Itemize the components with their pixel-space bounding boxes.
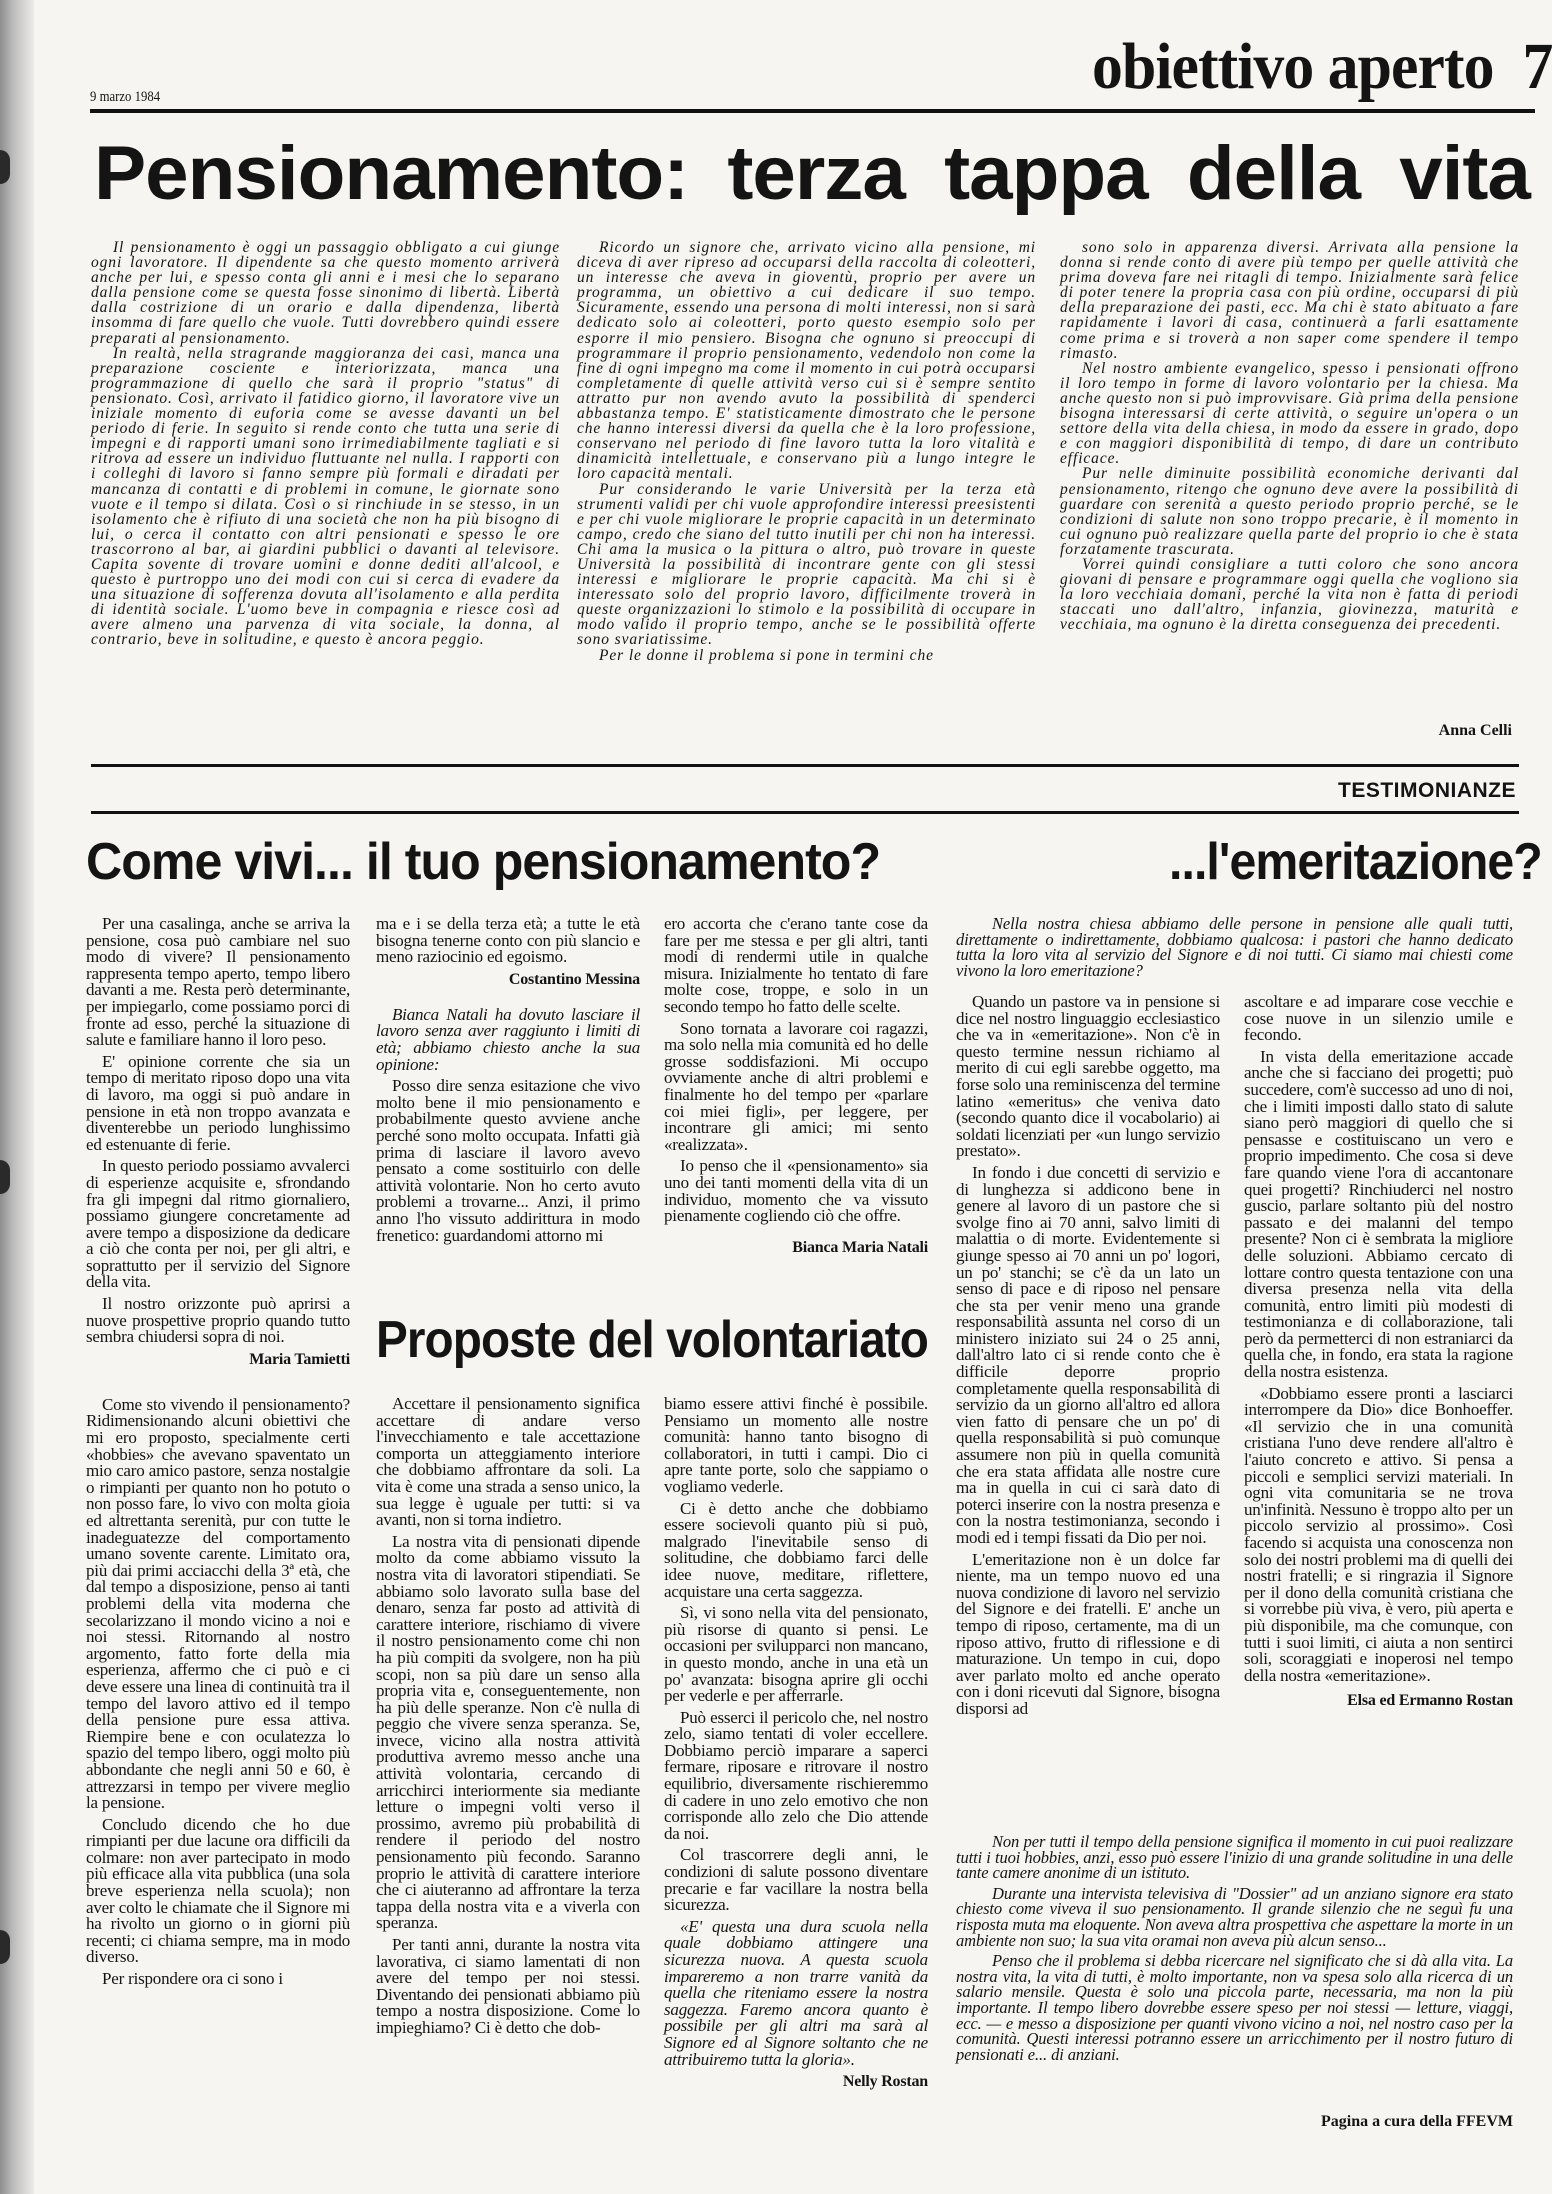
masthead-title bbox=[1092, 30, 1552, 103]
paragraph: In vista della emeritazione accade anche che si facciano dei progetti; può succedere, com'è successo ad uno di noi, che i limiti imposti dallo stato di salute siano però maggiori di quello che si pensasse e costituiscano un vero e proprio impedimento. Che cosa si deve fare quando viene l'ora di accantonare quei progetti? Rinchiuderci nel nostro guscio, parlare soltanto più del nostro passato e dei malanni del tempo presente? Non ci è sembrata la migliore delle soluzioni. Abbiamo cercato di lottare contro questa tentazione con una diversa presenza nella vita della comunità, entro limiti più modesti di testimonianza e di collaborazione, tali però da permetterci di non estraniarci da quella che, in fondo, era stata la ragione della nostra esistenza. bbox=[1244, 1046, 1513, 1382]
paragraph: Il nostro orizzonte può aprirsi a nuove prospettive proprio quando tutto sembra chiudersi sopra di noi. bbox=[86, 1294, 350, 1347]
paragraph: Quando un pastore va in pensione si dice nel nostro linguaggio ecclesiastico che va in «emeritazione». Non c'è in questo termine nessun richiamo al merito di cui egli sarebbe oggetto, ma forse solo una reminiscenza del termine latino «emeritus» che veniva dato (secondo quanto dice il vocabolario) ai soldati licenziati per «un lungo servizio prestato». bbox=[956, 992, 1220, 1161]
main-article-column-2 bbox=[577, 240, 1036, 663]
paragraph: Sono tornata a lavorare coi ragazzi, ma solo nella mia comunità ed ho delle grosse soddisfazioni. Mi occupo ovviamente anche di altri problemi e finalmente ho del tempo per «parlare coi miei figli», per leggere, per incontrare gli amici; mi sento «realizzata». bbox=[664, 1018, 928, 1154]
section-rule-top bbox=[91, 764, 1519, 767]
quote: «E' questa una dura scuola nella quale dobbiamo attingere una sicurezza nuova. A questa scuola impareremo a non trarre vanità da quella che riteniamo essere la nostra saggezza. Faremo ancora quanto è possibile per gli altri ma sarà al Signore ed al Signore soltanto che ne attribuiremo tutta la gloria». bbox=[664, 1916, 928, 2069]
paragraph: E' opinione corrente che sia un tempo di meritato riposo dopo una vita di lavoro, ma oggi si può andare in pensione in età non troppo avanzata e diventerebbe un periodo lunghissimo ed estenuante di ferie. bbox=[86, 1051, 350, 1154]
testimony-column-2 bbox=[376, 916, 640, 1249]
paragraph: Ci è detto anche che dobbiamo essere socievoli quanto più si può, malgrado l'inevitabile senso di solitudine, che dobbiamo farci delle idee nuove, meditare, riflettere, acquistare una certa saggezza. bbox=[664, 1498, 928, 1601]
main-article-column-3 bbox=[1060, 240, 1519, 632]
section-rule-bottom bbox=[91, 811, 1519, 814]
paragraph: Per le donne il problema si pone in termini che bbox=[599, 646, 934, 664]
paragraph: sono solo in apparenza diversi. Arrivata alla pensione la donna si rende conto di avere più tempo per quelle attività che prima doveva fare nei ritagli di tempo. Inizialmente sarà felice di poter tenere la propria casa con più ordine, occuparsi di più della preparazione dei pasti, ecc. Ma chi è stato abituato a fare rapidamente i lavori di casa, continuerà a farli esattamente come prima e si troverà a non saper come spendere il tempo rimasto. bbox=[1060, 239, 1519, 362]
paragraph: Pur considerando le varie Università per la terza età strumenti validi per chi vuole approfondire interessi preesistenti e per chi vuole migliorare le proprie capacità in un determinato campo, credo che siano del tutto inutili per chi non ha interessi. Chi ama la musica o la pittura o altro, può trovare in queste Università la possibilità di incontrare gente con gli stessi interessi e migliorare le proprie capacità. Ma chi si è interessato solo del proprio lavoro, difficilmente troverà in queste organizzazioni lo stimolo e la possibilità di occupare in modo valido il proprio tempo, anche se le possibilità offerte sono svariatissime. bbox=[577, 480, 1036, 649]
paragraph: Come sto vivendo il pensionamento? Ridimensionando alcuni obiettivi che mi ero proposto, specialmente certi «hobbies» che avevano spaventato un mio caro amico pastore, senza nostalgie o rimpianti per quanto non ho potuto o non posso fare, lo vivo con molta gioia ed altrettanta serenità, pur con tutte le inadeguatezze del comportamento umano sovente carente. Limitato ora, più dai primi acciacchi della 3ª età, che dal tempo a disposizione, penso ai tanti problemi della vita moderna che secolarizzano il mondo vicino a noi e noi stessi. Ritornando al nostro argomento, fatto forte della mia esperienza, affermo che ci può e ci deve essere una linea di continuità tra il tempo del lavoro attivo ed il tempo della pensione pure essa attiva. Riempire bene e con oculatezza lo spazio del tempo libero, oggi molto più abbondante che negli anni 50 e 60, è attrezzarsi in tempo per vivere meglio la pensione. bbox=[86, 1394, 350, 1813]
left-title: Come vivi... il tuo pensionamento? bbox=[86, 833, 881, 891]
paragraph: «Dobbiamo essere pronti a lasciarci interrompere da Dio» dice Bonhoeffer. «Il servizio che in una comunità cristiana l'uno deve rendere all'altro è l'aiuto concreto e attivo. Si pensa a piccoli e semplici servizi materiali. In ogni vita comunitaria se ne trova un'infinità. Nessuno è troppo alto per un piccolo servizio al prossimo». Così facendo si acquista una conoscenza non solo dei nostri problemi ma di quelli dei nostri fratelli; e si ringrazia il Signore per il dono della comunità cristiana che si vorrebbe più viva, è vero, più aperta e più disponibile, ma che comunque, con tutti i suoi limiti, ci aiuta a non sentirci soli, scoraggiati e inoperosi nel tempo della nostra «emeritazione». bbox=[1244, 1383, 1513, 1685]
emeritazione-column-2 bbox=[1244, 994, 1513, 1710]
paragraph: Sì, vi sono nella vita del pensionato, più risorse di quanto si pensi. Le occasioni per svilupparci non mancano, in questo mondo, anche in una età un po' avanzata: bisogna aprire gli occhi per vederle e per afferrarle. bbox=[664, 1603, 928, 1706]
paragraph: Posso dire senza esitazione che vivo molto bene il mio pensionamento e probabilmente questo avviene anche perché sono molto occupata. Infatti già prima di lasciare il lavoro avevo pensato a come sostituirlo con delle attività volontarie. Non ho certo avuto problemi a trovarne... Anzi, il primo anno l'ho vissuto addirittura in modo frenetico: guardandomi attorno mi bbox=[376, 1076, 640, 1245]
scan-edge bbox=[0, 0, 34, 2194]
paragraph: Durante una intervista televisiva di "Dossier" ad un anziano signore era stato chiesto come viveva il suo pensionamento. Il grande silenzio che ne seguì fu una risposta muta ma eloquente. Non aveva altra prospettiva che aspettare la morte in un ambiente non suo; la sua vita oramai non aveva più alcun senso... bbox=[956, 1883, 1513, 1950]
paragraph: Per una casalinga, anche se arriva la pensione, cosa può cambiare nel suo modo di vivere? Il pensionamento rappresenta tempo aperto, tempo libero davanti a me. Resta però determinante, per impiegarlo, come possiamo porci di fronte ad esso, perché la situazione di salute e familiare hanno il loro peso. bbox=[86, 914, 350, 1050]
emeritazione-intro bbox=[956, 916, 1513, 983]
paragraph: biamo essere attivi finché è possibile. Pensiamo un momento alle nostre comunità: hanno tanto bisogno di collaboratori, in tutti i campi. Dio ci apre tante porte, solo che sappiamo o vogliamo vederle. bbox=[664, 1394, 928, 1496]
testimony-column-3 bbox=[664, 916, 928, 1257]
right-title-box bbox=[1140, 833, 1542, 891]
volontariato-title: Proposte del volontariato bbox=[376, 1311, 928, 1369]
header-rule bbox=[90, 109, 1535, 113]
paragraph: Per rispondere ora ci sono i bbox=[102, 1969, 283, 1989]
paragraph: ascoltare e ad imparare cose vecchie e cose nuove in un silenzio umile e fecondo. bbox=[1244, 992, 1513, 1045]
binding-hole bbox=[0, 1160, 10, 1194]
issue-date: 9 marzo 1984 bbox=[90, 89, 161, 105]
right-title: ...l'emeritazione? bbox=[1168, 833, 1542, 891]
emeritazione-closing bbox=[956, 1834, 1513, 2067]
volontariato-column-2 bbox=[664, 1396, 928, 2091]
section-label: TESTIMONIANZE bbox=[1338, 779, 1516, 802]
paragraph: Nel nostro ambiente evangelico, spesso i pensionati offrono il loro tempo in forme di lavoro volontario per la chiesa. Ma anche questo non si può improvvisare. Già prima della pensione bisogna interessarsi di certe attività, o seguire un'opera o un settore della vita della chiesa, in modo da essere in grado, dopo e con maggiori disponibilità di tempo, di dare un contributo efficace. bbox=[1060, 359, 1519, 468]
emeritazione-column-1 bbox=[956, 994, 1220, 1723]
author-signature: Elsa ed Ermanno Rostan bbox=[1347, 1692, 1513, 1710]
paragraph: In fondo i due concetti di servizio e di lunghezza si addicono bene in genere al lavoro di un pastore che si svolge fino ai 70 anni, salvo limiti di malattia o di morte. Evidentemente si giunge spesso ai 70 anni un po' logori, un po' stanchi; se c'è da un lato un senso di pace e di riposo nel pensare che sta per venir meno una grande responsabilità assunta nel corso di un ministero iniziato sui 24 o 25 anni, dall'altro lato ci si rende conto che è difficile deporre proprio completamente quella responsabilità di servizio da un giorno all'altro ed allora vien fatto di pensare che un po' di quella responsabilità si può comunque assumere non più in quella comunità che era stata affidata alle nostre cure ma in quella in cui ci sarà dato di poterci inserire con la nostra presenza e con la nostra testimonianza, secondo i modi ed i tempi fissati da Dio per noi. bbox=[956, 1162, 1220, 1547]
paragraph: Non per tutti il tempo della pensione significa il momento in cui puoi realizzare tutti i tuoi hobbies, anzi, esso può essere l'inizio di una grande solitudine in una delle tante camere anonime di un istituto. bbox=[956, 1832, 1513, 1883]
author-signature: Nelly Rostan bbox=[842, 2073, 928, 2091]
paragraph: Per tanti anni, durante la nostra vita lavorativa, ci siamo lamentati di non avere del tempo per noi stessi. Diventando dei pensionati abbiamo più tempo a nostra disposizione. Come lo impieghiamo? Ci è detto che dob- bbox=[376, 1935, 640, 2037]
paragraph: Col trascorrere degli anni, le condizioni di salute possono diventare precarie e far vacillare la nostra bella sicurezza. bbox=[664, 1845, 928, 1915]
binding-hole bbox=[0, 1930, 10, 1964]
paragraph: La nostra vita di pensionati dipende molto da come abbiamo vissuto la nostra vita di lavoratori stipendiati. Se abbiamo solo lavorato sulla base del denaro, senza far posto ad attività di carattere interiore, rischiamo di vivere il nostro pensionamento come chi non ha più compiti da svolgere, non ha più scopi, non sa più dare un senso alla propria vita e, conseguentemente, non ha più delle speranze. Non c'è nulla di peggio che vivere senza speranza. Se, invece, vicino alla nostra attività produttiva avremo messo anche una attività volontaria, cercando di arricchirci interiormente sia mediante letture o impegni volti verso il prossimo, avremo più probabilità di rendere il periodo del nostro pensionamento più fecondo. Saranno proprio le attività di carattere interiore che ci aiuteranno ad affrontare la terza tappa della nostra vita e a viverla con speranza. bbox=[376, 1531, 640, 1933]
paragraph: In questo periodo possiamo avvalerci di esperienze acquisite e, sfrondando fra gli impegni dal ritmo giornaliero, possiamo giungere concretamente ad avere tempo a disposizione da dedicare a ciò che conta per noi, per gli altri, e soprattutto per il servizio del Signore della vita. bbox=[86, 1156, 350, 1292]
paragraph: ero accorta che c'erano tante cose da fare per me stessa e per gli altri, tanti modi di rendermi utile in qualche misura. Inizialmente ho tentato di fare molte cose, troppe, e solo in un secondo tempo ho fatto delle scelte. bbox=[664, 914, 928, 1016]
intro-note: Bianca Natali ha dovuto lasciare il lavoro senza aver raggiunto i limiti di età; abbiamo chiesto anche la sua opinione: bbox=[376, 1004, 640, 1074]
left-title-box bbox=[86, 833, 881, 891]
headline: Pensionamento: terza tappa della vita bbox=[94, 131, 1530, 216]
masthead-name: obiettivo aperto bbox=[1092, 30, 1494, 103]
paragraph: Penso che il problema si debba ricercare nel significato che si dà alla vita. La nostra vita, la vita di tutti, è molto importante, non va spesa solo alla ricerca di un salario mensile. Questa è solo una piccola parte, necessaria, ma non la più importante. Il tempo libero dovrebbe essere speso per noi stessi — letture, viaggi, ecc. — e messo a disposizione per quanti vivono vicino a noi, nel nostro caso per la comunità. Questi interessi potranno essere un arricchimento per il nostro futuro di pensionati e... di anziani. bbox=[956, 1951, 1513, 2064]
headline-box bbox=[94, 131, 1530, 216]
volontariato-title-box bbox=[376, 1311, 928, 1369]
masthead bbox=[1060, 30, 1552, 103]
page-credit: Pagina a cura della FFEVM bbox=[1321, 2113, 1513, 2130]
author-signature: Bianca Maria Natali bbox=[792, 1238, 928, 1256]
paragraph: Ricordo un signore che, arrivato vicino alla pensione, mi diceva di aver ripreso ad occuparsi della raccolta di coleotteri, un interesse che aveva in gioventù, proprio per avere un programma, un obiettivo a cui dedicare il suo tempo. Sicuramente, essendo una persona di molti interessi, non si sarà dedicato solo ai coleotteri, porto questo esempio solo per esporre il mio pensiero. Bisogna che ognuno si preoccupi di programmare il proprio pensionamento, vedendolo non come la fine di ogni impegno ma come il momento in cui potrà occuparsi completamente di quelle attività verso cui si è sempre sentito attratto pur non avendo avuto la possibilità di spenderci abbastanza tempo. E' statisticamente dimostrato che le persone che hanno interessi diversi da quella che è la loro professione, conservano nel periodo di fine lavoro tutta la loro vitalità e dinamicità intellettuale, e conservano più a lungo integre le loro capacità mentali. bbox=[577, 239, 1036, 483]
binding-hole bbox=[0, 150, 10, 184]
paragraph: ma e i se della terza età; a tutte le età bisogna tenerne conto con più slancio e meno raziocinio ed egoismo. bbox=[376, 914, 640, 967]
paragraph: L'emeritazione non è un dolce far niente, ma un tempo nuovo ed una nuova condizione di lavoro nel servizio del Signore e dei fratelli. E' anche un tempo di riposo, certamente, ma di un riposo attivo, frutto di riflessione e di maturazione. Un tempo in cui, dopo aver parlato molto ed anche operato con i doni ricevuti dal Signore, bisogna disporsi ad bbox=[956, 1549, 1220, 1718]
testimony-column-1 bbox=[86, 916, 350, 1993]
paragraph: Io penso che il «pensionamento» sia uno dei tanti momenti della vita di un individuo, momento che va vissuto pienamente cogliendo ciò che offre. bbox=[664, 1156, 928, 1226]
volontariato-column-1 bbox=[376, 1396, 640, 2042]
paragraph: Accettare il pensionamento significa accettare di andare verso l'invecchiamento e tale accettazione comporta un atteggiamento interiore che dobbiamo affrontare da soli. La vita è come una strada a senso unico, la sua legge è uguale per tutti: si va avanti, non si torna indietro. bbox=[376, 1394, 640, 1530]
paragraph: Vorrei quindi consigliare a tutti coloro che sono ancora giovani di pensare e programmare oggi quella che vogliono sia la loro vecchiaia domani, perché la vita non è fatta di periodi staccati uno dall'altro, infanzia, giovinezza, maturità e vecchiaia, ma ognuno è la diretta conseguenza dei precedenti. bbox=[1060, 555, 1519, 634]
paragraph: Può esserci il pericolo che, nel nostro zelo, siamo tentati di voler eccellere. Dobbiamo perciò imparare a saperci fermare, riposare e ritrovare il nostro equilibrio, diversamente rischieremmo di cadere in uno zelo emotivo che non corrisponde allo zelo che Dio attende da noi. bbox=[664, 1707, 928, 1843]
author-signature: Maria Tamietti bbox=[249, 1350, 350, 1368]
paragraph: Concludo dicendo che ho due rimpianti per due lacune ora difficili da colmare: non aver partecipato in modo più efficace alla vita pubblica (una sola breve esperienza nella scuola); non aver colto le chiamate che il Signore mi ha rivolto un giorno o in giorni più recenti; ci chiama sempre, ma in modo diverso. bbox=[86, 1814, 350, 1967]
main-article-column-1 bbox=[91, 240, 560, 648]
paragraph: Il pensionamento è oggi un passaggio obbligato a cui giunge ogni lavoratore. Il dipendente sa che questo momento arriverà anche per lui, e spesso conta gli anni e i mesi che lo separano dalla pensione come se questa fosse sinonimo di libertà. Libertà dalla costrizione di un orario e dalla dipendenza, libertà insomma di fare quello che vuole. Tutti dovrebbero quindi essere preparati al pensionamento. bbox=[91, 239, 560, 347]
main-article-author: Anna Celli bbox=[1438, 722, 1512, 739]
paragraph: In realtà, nella stragrande maggioranza dei casi, manca una preparazione cosciente e interiorizzata, manca una programmazione di quello che sarà il proprio "status" di pensionato. Così, arrivato il fatidico giorno, il lavoratore vive un iniziale momento di euforia come se avesse davanti un bel periodo di ferie. In seguito si rende conto che tutta una serie di impegni e di rapporti umani sono irrimediabilmente tagliati e si ritrova ad essere un individuo fluttuante nel nulla. I rapporti con i colleghi di lavoro si fanno sempre più formali e diradati per mancanza di contatti e di problemi in comune, le giornate sono vuote e il tempo si dilata. Così o si rinchiude in se stesso, in un isolamento che è rifiuto di una società che non ha più bisogno di lui, o cerca il contatto con altri pensionati e spesso le ore trascorrono al bar, ai giardini pubblici o davanti al televisore. Capita sovente di trovare uomini e donne dediti all'alcool, e questo è purtroppo uno dei modi con cui si cerca di evadere da una situazione di sofferenza dovuta all'isolamento e alla perdita di identità sociale. L'uomo beve in compagnia e riesce così ad avere almeno una parvenza di vita sociale, la donna, al contrario, beve in solitudine, e questo è ancora peggio. bbox=[91, 344, 560, 649]
page-number: 7 bbox=[1522, 30, 1552, 103]
author-signature: Costantino Messina bbox=[508, 970, 640, 988]
paragraph: Pur nelle diminuite possibilità economiche derivanti dal pensionamento, ritengo che ognuno deve avere la possibilità di guardare con serenità a questo periodo proprio perché, se le condizioni di salute non sono troppo precarie, è il momento in cui ognuno può realizzare quella parte del proprio io che è stata forzatamente trascurata. bbox=[1060, 465, 1519, 558]
paragraph: Nella nostra chiesa abbiamo delle persone in pensione alle quali tutti, direttamente o indirettamente, dobbiamo qualcosa: i pastori che hanno dedicato tutta la loro vita al servizio del Signore e di noi tutti. Ci siamo mai chiesti come vivono la loro emeritazione? bbox=[956, 914, 1513, 980]
